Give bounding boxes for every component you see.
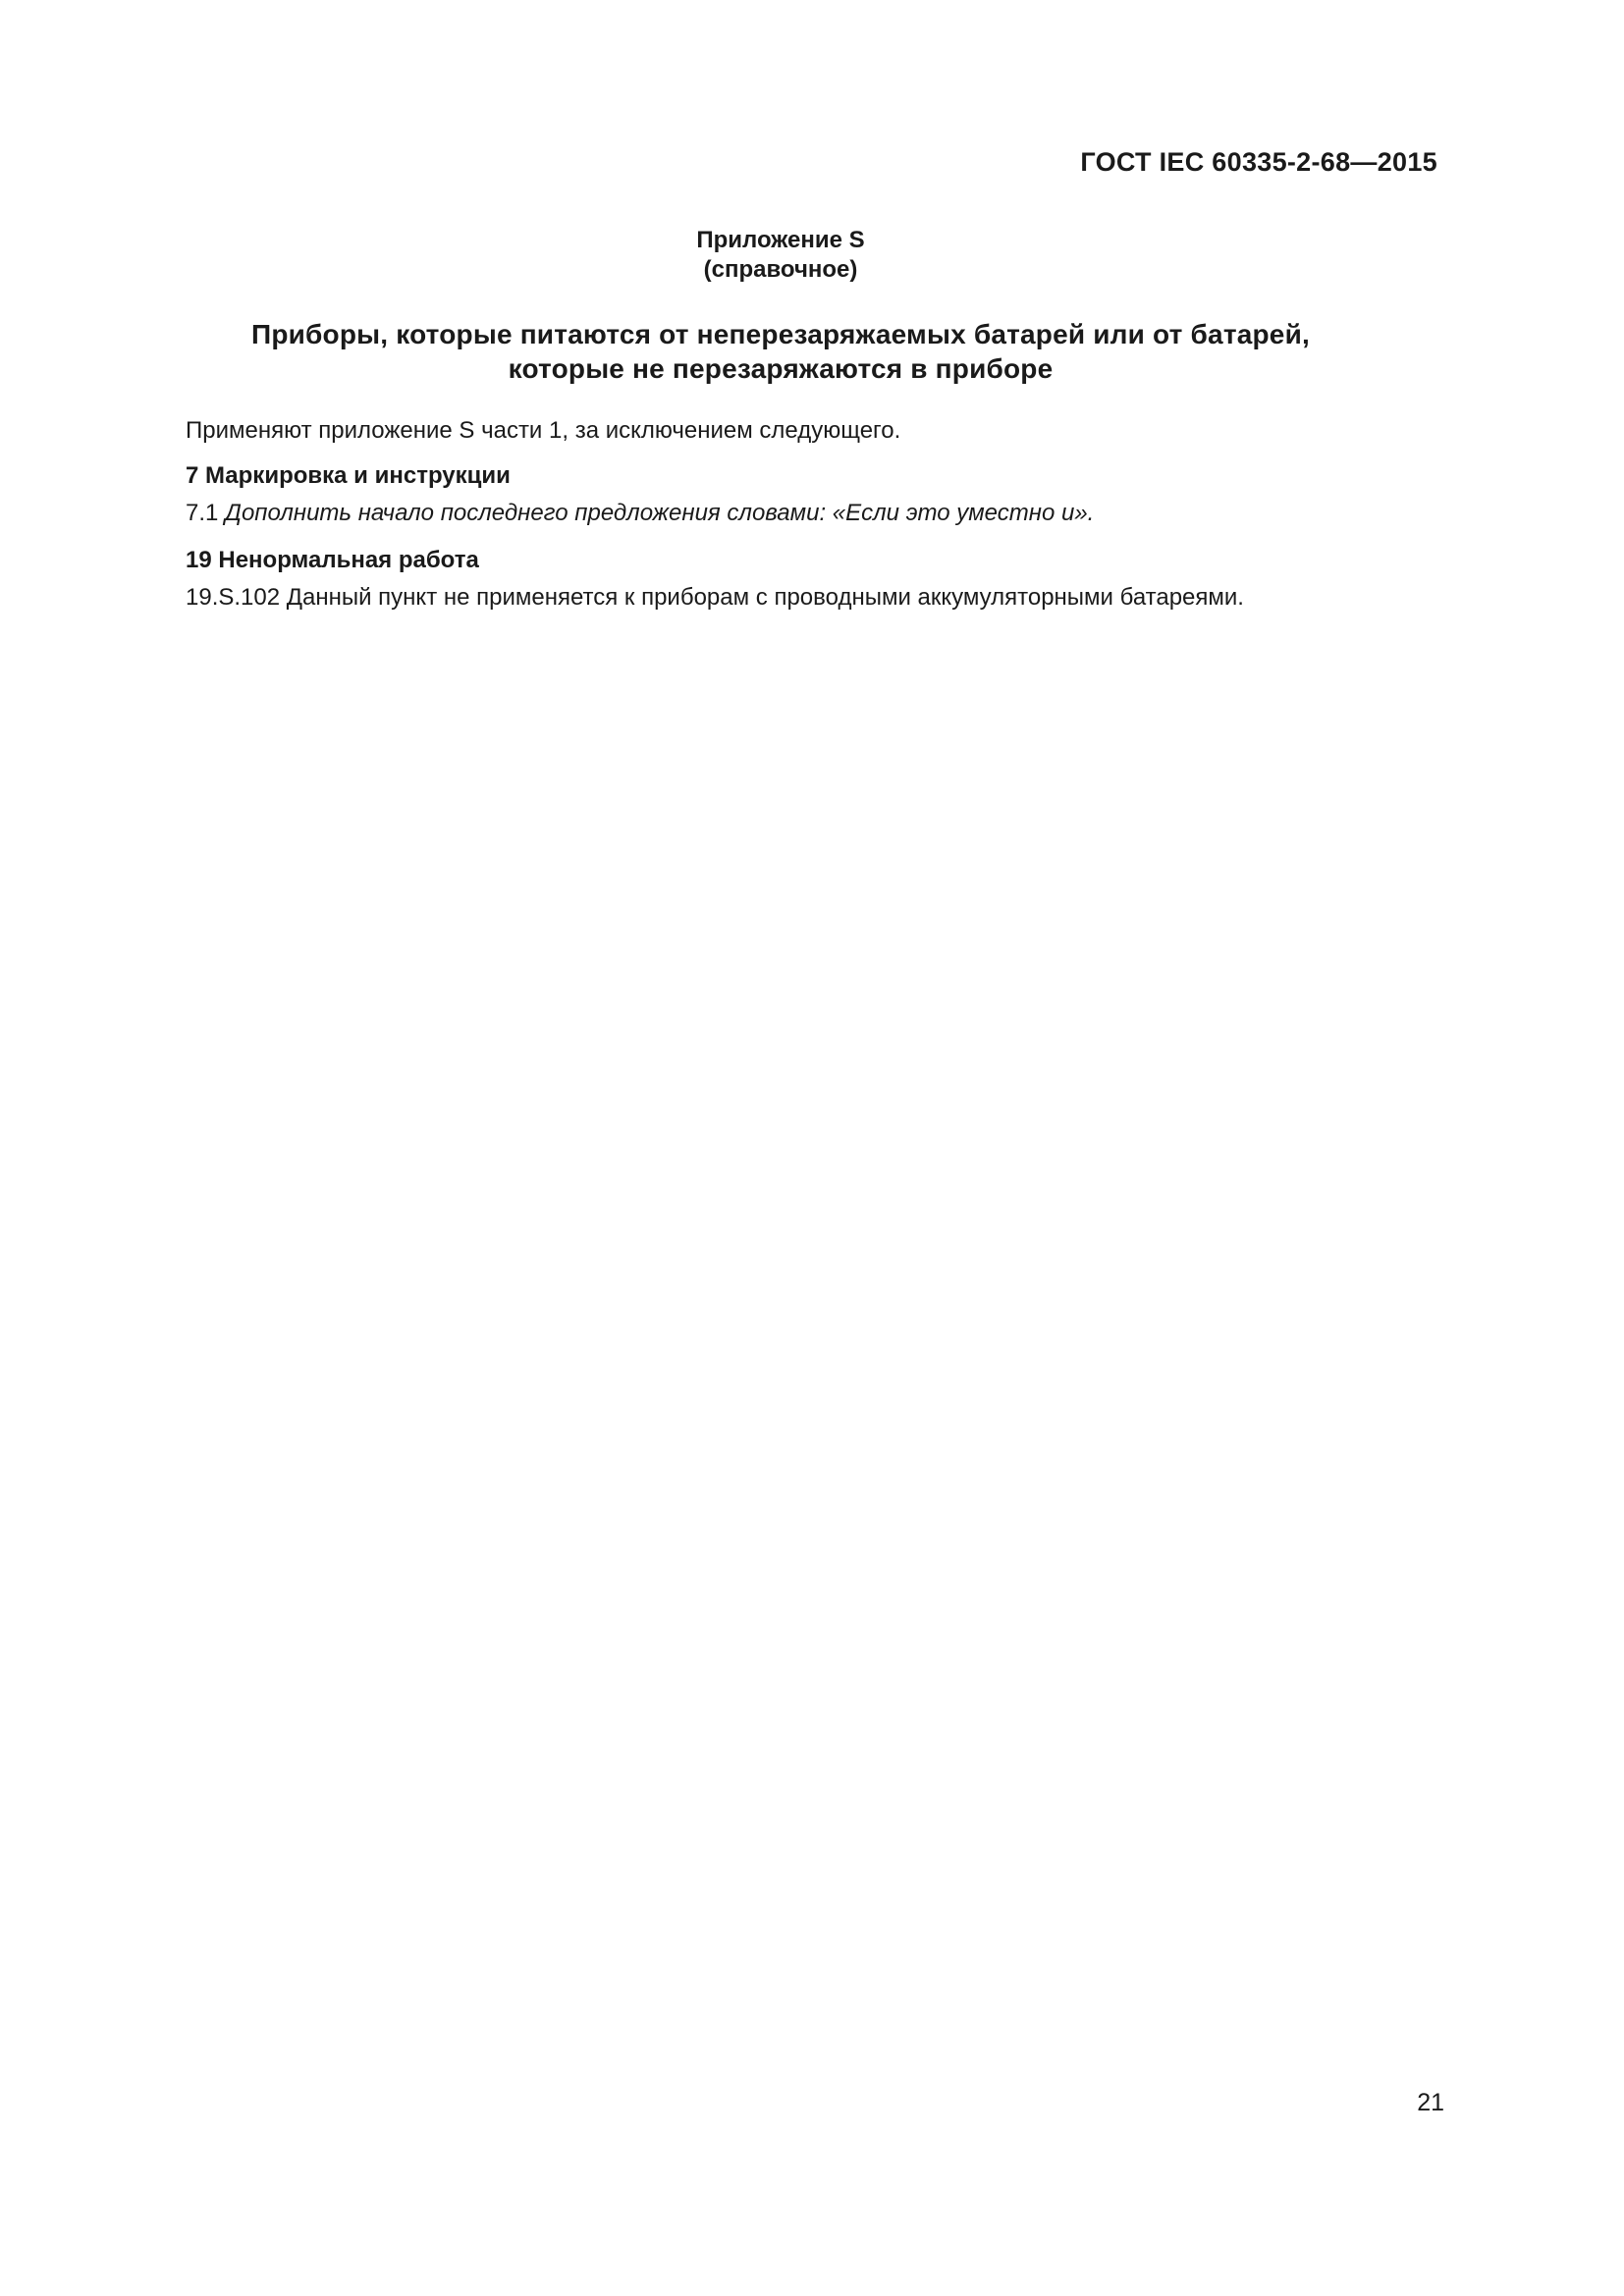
annex-status: (справочное) <box>703 256 858 283</box>
annex-heading <box>0 226 1561 285</box>
page-number: 21 <box>1417 2089 1444 2116</box>
clause-7-1-number: 7.1 <box>186 500 219 526</box>
annex-label: Приложение S <box>696 227 865 253</box>
section-7-heading: 7 Маркировка и инструкции <box>186 462 511 489</box>
section-19-heading: 19 Ненормальная работа <box>186 547 479 573</box>
clause-7-1-text: Дополнить начало последнего предложения словами: «Если это уместно и». <box>225 500 1095 526</box>
annex-title <box>0 317 1561 386</box>
document-code: ГОСТ IEC 60335-2-68—2015 <box>1080 147 1437 177</box>
intro-paragraph: Применяют приложение S части 1, за исключением следующего. <box>186 417 901 444</box>
clause-7-1 <box>186 499 1452 528</box>
annex-title-line-1: Приборы, которые питаются от неперезаряжаемых батарей или от батарей, <box>251 319 1310 349</box>
annex-title-line-2: которые не перезаряжаются в приборе <box>508 353 1054 384</box>
clause-19-s-102: 19.S.102 Данный пункт не применяется к приборам с проводными аккумуляторными батареями. <box>186 584 1244 611</box>
